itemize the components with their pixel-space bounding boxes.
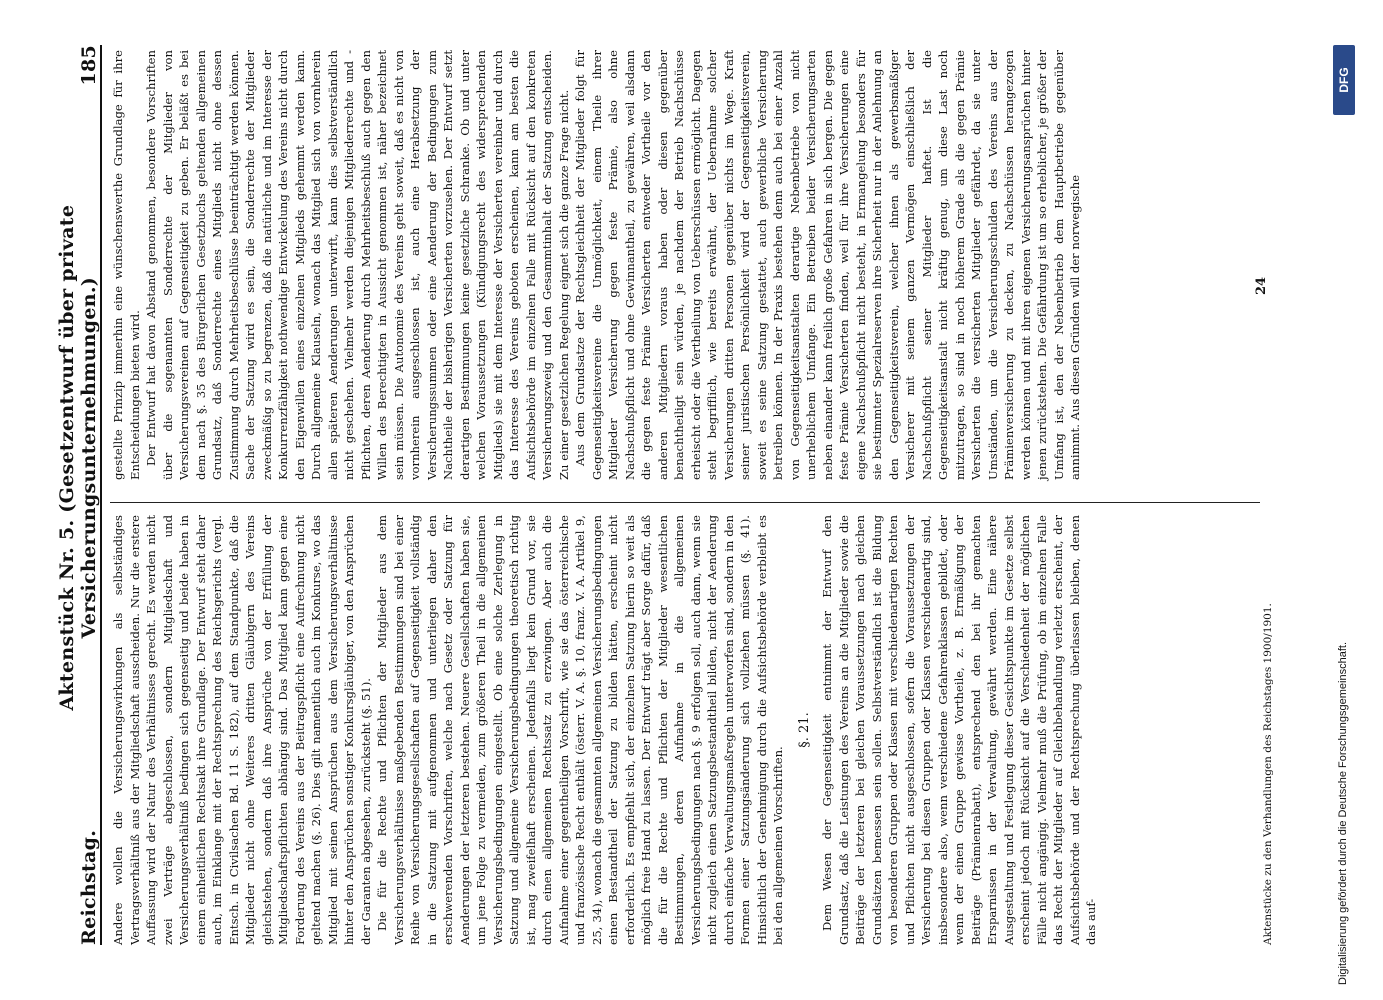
paragraph: Andere wollen die Versicherungswirkungen als selbständiges Vertragsverhältniß aus der Mitgliedschaft ausscheiden. Nur die erstere Auffassung wird der Natur des Verhältnisses gerecht. Es werden nicht zwei Verträge abgeschlossen, sondern Mitgliedschaft und Versicherungsverhältniß bedingen sich gegenseitig und beide haben in einem einheitlichen Rechtsakt ihre Grundlage. Der Entwurf steht daher auch, im Einklange mit der Rechtsprechung des Reichsgerichts (vergl. Entsch. in Civilsachen Bd. 11 S. 182), auf dem Standpunkte, daß die Mitglieder nicht ohne Weiteres dritten Gläubigern des Vereins gleichstehen, sondern daß ihre Ansprüche von der Erfüllung der Mitgliedschaftspflichten abhängig sind. Das Mitglied kann gegen eine Forderung des Vereins aus der Beitragspflicht eine Aufrechnung nicht geltend machen (§. 26). Dies gilt namentlich auch im Konkurse, wo das Mitglied mit seinen Ansprüchen aus dem Versicherungsverhältnisse hinter den Ansprüchen sonstiger Konkursgläubiger, von den Ansprüchen der Garanten abgesehen, zurücksteht (§. 51).	[111, 515, 373, 945]
paragraph: Der Entwurf hat davon Abstand genommen, besondere Vorschriften über die sogenannten Sonderrechte der Mitglieder von Versicherungsvereinen auf Gegenseitigkeit zu geben. Er beläßt es bei dem nach §. 35 des Bürgerlichen Gesetzbuchs geltenden allgemeinen Grundsatz, daß Sonderrechte eines Mitglieds nicht ohne dessen Zustimmung durch Mehrheitsbeschlüsse beeinträchtigt werden können. Sache der Satzung wird es sein, die Sonderrechte der Mitglieder zweckmäßig so zu begrenzen, daß die natürliche und im Interesse der Konkurrenzfähigkeit nothwendige Entwickelung des Vereins nicht durch den Eigenwillen eines einzelnen Mitglieds gehemmt werden kann. Durch allgemeine Klauseln, wonach das Mitglied sich von vornherein allen späteren Aenderungen unterwirft, kann dies selbstverständlich nicht geschehen. Vielmehr werden diejenigen Mitgliederrechte und -Pflichten, deren Aenderung durch Mehrheitsbeschluß auch gegen den Willen des Berechtigten in Aussicht genommen ist, näher bezeichnet sein müssen. Die Autonomie des Vereins geht soweit, daß es nicht von vornherein ausgeschlossen ist, auch eine Herabsetzung der Versicherungssummen oder eine Aenderung der Bedingungen zum Nachtheile der bisherigen Versicherten vorzusehen. Der Entwurf setzt derartigen Bestimmungen keine gesetzliche Schranke. Ob und unter welchen Voraussetzungen (Kündigungsrecht des widersprechenden Mitglieds) sie mit dem Interesse der Versicherten vereinbar und durch das Interesse des Vereins geboten erscheinen, kann am besten die Aufsichtsbehörde im einzelnen Falle mit Rücksicht auf den konkreten Versicherungszweig und den Gesammtinhalt der Satzung entscheiden. Zu einer gesetzlichen Regelung eignet sich die ganze Frage nicht.	[144, 50, 571, 480]
column-divider	[110, 502, 1260, 503]
paragraph: Die für die Rechte und Pflichten der Mitglieder aus dem Versicherungsverhältnisse maßgebenden Bestimmungen sind bei einer Reihe von Versicherungsgesellschaften auf Gegenseitigkeit vollständig in die Satzung mit aufgenommen und unterliegen daher den erschwerenden Vorschriften, welche nach Gesetz oder Satzung für Aenderungen der letzteren bestehen. Neuere Gesellschaften haben sie, um jene Folge zu vermeiden, zum größeren Theil in die allgemeinen Versicherungsbedingungen eingestellt. Ob eine solche Zerlegung in Satzung und allgemeine Versicherungsbedingungen theoretisch richtig ist, mag zweifelhaft erscheinen. Jedenfalls liegt kein Grund vor, sie durch einen allgemeinen Rechtssatz zu erzwingen. Aber auch die Aufnahme einer gegentheiligen Vorschrift, wie sie das österreichische und französische Recht enthält (österr. V. A. §. 10, franz. V. A. Artikel 9, 25, 34), wonach die gesammten allgemeinen Versicherungsbedingungen einen Bestandtheil der Satzung zu bilden hätten, erscheint nicht erforderlich. Es empfiehlt sich, der einzelnen Satzung hierin so weit als möglich freie Hand zu lassen. Der Entwurf trägt aber Sorge dafür, daß die für die Rechte und Pflichten der Mitglieder wesentlichen Bestimmungen, deren Aufnahme in die allgemeinen Versicherungsbedingungen nach §. 9 erfolgen soll, auch dann, wenn sie nicht zugleich einen Satzungsbestandtheil bilden, nicht der Aenderung durch einfache Verwaltungsmaßregeln unterworfen sind, sondern in den Formen einer Satzungsänderung sich vollziehen müssen (§. 41). Hinsichtlich der Genehmigung durch die Aufsichtsbehörde verbleibt es bei den allgemeinen Vorschriften.	[375, 515, 785, 945]
paragraph: Dem Wesen der Gegenseitigkeit entnimmt der Entwurf den Grundsatz, daß die Leistungen des Vereins an die Mitglieder sowie die Beiträge der letzteren bei gleichen Voraussetzungen nach gleichen Grundsätzen bemessen sein sollen. Selbstverständlich ist die Bildung von besonderen Gruppen oder Klassen mit verschiedenartigen Rechten und Pflichten nicht ausgeschlossen, sofern die Voraussetzungen der Versicherung bei diesen Gruppen oder Klassen verschiedenartig sind, insbesondere also, wenn verschiedene Gefahrenklassen gebildet, oder wenn der einen Gruppe gewisse Vortheile, z. B. Ermäßigung der Beiträge (Prämienrabatt), entsprechend den bei ihr gemachten Ersparnissen in der Verwaltung, gewährt werden. Eine nähere Ausgestaltung und Festlegung dieser Gesichtspunkte im Gesetze selbst erscheint jedoch mit Rücksicht auf die Verschiedenheit der möglichen Fälle nicht angängig. Vielmehr muß die Prüfung, ob im einzelnen Falle das Recht der Mitglieder auf Gleichbehandlung verletzt erscheint, der Aufsichtsbehörde und der Rechtsprechung überlassen bleiben, denen das auf-	[820, 515, 1098, 945]
left-column	[110, 515, 1100, 945]
header-left: Reichstag.	[78, 829, 100, 945]
digitization-strip	[1325, 0, 1370, 1000]
signature-mark: 24	[1254, 276, 1269, 295]
digitization-credit: Digitalisierung gefördert durch die Deutsche Forschungsgemeinschaft.	[1337, 641, 1349, 985]
paragraph: gestellte Prinzip immerhin eine wünschenswerthe Grundlage für ihre Entscheidungen bieten wird.	[111, 50, 142, 480]
page-footer	[1254, 45, 1274, 945]
page-number: 185	[78, 45, 100, 86]
dfg-logo: DFG	[1333, 45, 1355, 115]
section-heading: §. 21.	[796, 712, 812, 748]
footer-source: Aktenstücke zu den Verhandlungen des Reichstages 1900/1901.	[1262, 603, 1274, 945]
header-title: Aktenstück Nr. 5. (Gesetzentwurf über private Versicherungsunternehmungen.)	[56, 204, 100, 711]
right-column	[110, 50, 1084, 480]
page-header	[55, 45, 102, 945]
paragraph: Aus dem Grundsatze der Rechtsgleichheit der Mitglieder folgt für Gegenseitigkeitsvereine die Unmöglichkeit, einem Theile ihrer Mitglieder Versicherung gegen feste Prämie, also ohne Nachschußpflicht und ohne Gewinnantheil, zu gewähren, weil alsdann die gegen feste Prämie Versicherten entweder Vortheile vor den anderen Mitgliedern voraus haben oder diesen gegenüber benachtheiligt sein würden, je nachdem der Betrieb Nachschüsse erheischt oder die Vertheilung von Ueberschüssen ermöglicht. Dagegen steht begrifflich, wie bereits erwähnt, der Uebernahme solcher Versicherungen dritten Personen gegenüber nichts im Wege. Kraft seiner juristischen Persönlichkeit wird der Gegenseitigkeitsverein, soweit es seine Satzung gestattet, auch gewerbliche Versicherung betreiben können. In der Praxis bestehen denn auch bei einer Anzahl von Gegenseitigkeitsanstalten derartige Nebenbetriebe von nicht unerheblichem Umfange. Ein Betreiben beider Versicherungsarten neben einander kann freilich große Gefahren in sich bergen. Die gegen feste Prämie Versicherten finden, weil für ihre Versicherungen eine eigene Nachschußpflicht nicht besteht, in Ermangelung besonders für sie bestimmter Spezialreserven ihre Sicherheit nur in der Anlehnung an den Gegenseitigkeitsverein, welcher ihnen als gewerbsmäßiger Versicherer mit seinem ganzen Vermögen einschließlich der Nachschußpflicht seiner Mitglieder haftet. Ist die Gegenseitigkeitsanstalt nicht kräftig genug, um diese Last noch mitzutragen, so sind in noch höherem Grade als die gegen Prämie Versicherten die versicherten Mitglieder gefährdet, da sie unter Umständen, um die Versicherungsschulden des Vereins aus der Prämienversicherung zu decken, zu Nachschüssen herangezogen werden können und mit ihren eigenen Versicherungsansprüchen hinter jenen zurückstehen. Die Gefährdung ist um so erheblicher, je größer der Umfang ist, den der Nebenbetrieb dem Hauptbetriebe gegenüber annimmt. Aus diesen Gründen will der norwegische	[573, 50, 1082, 480]
